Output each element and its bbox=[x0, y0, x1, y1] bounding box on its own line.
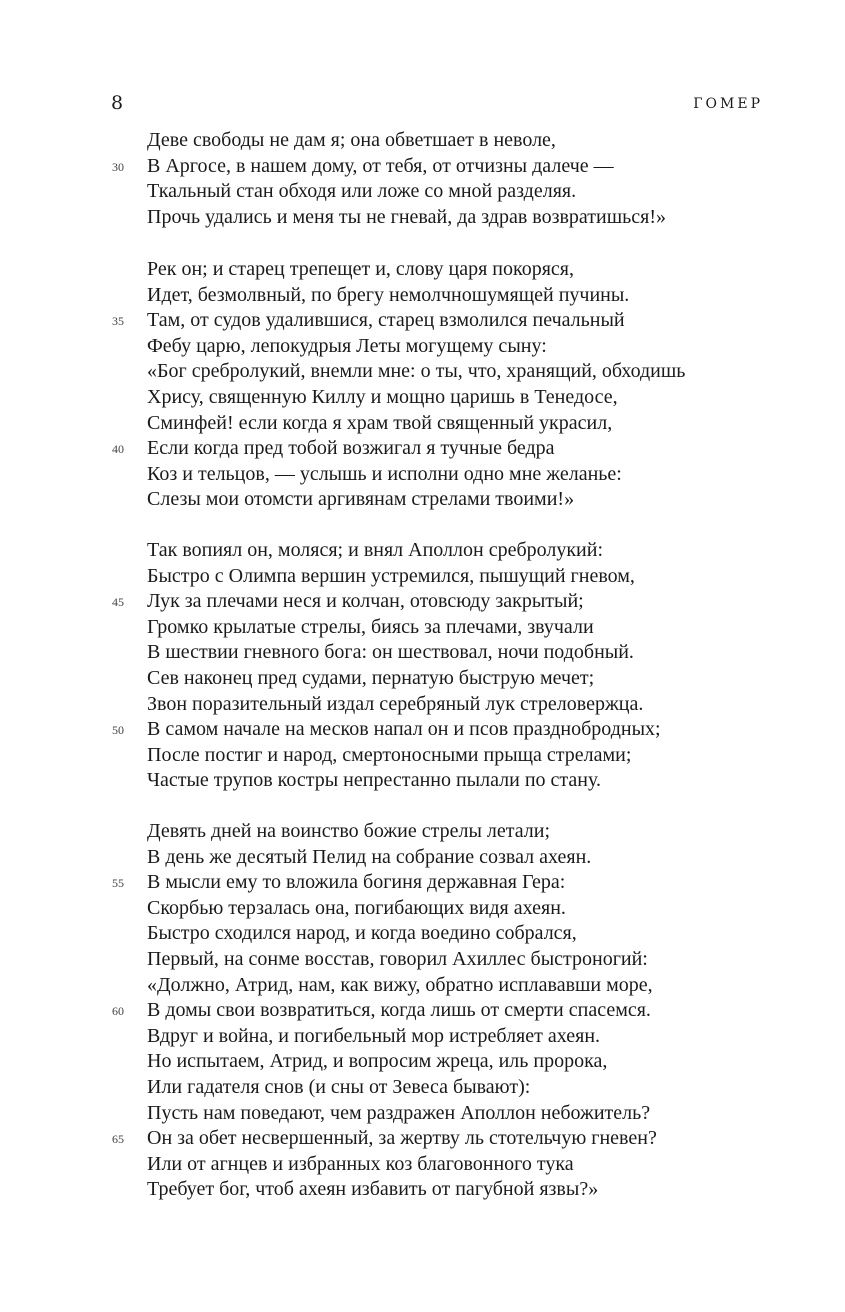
verse-text: Сминфей! если когда я храм твой священный украсил, bbox=[147, 411, 613, 434]
verse-line bbox=[0, 921, 845, 947]
verse-text: Быстро с Олимпа вершин устремился, пышущий гневом, bbox=[147, 564, 635, 587]
verse-text: Ткальный стан обходя или ложе со мной разделяя. bbox=[147, 180, 577, 203]
line-number: 30 bbox=[112, 159, 124, 174]
line-number: 50 bbox=[112, 723, 124, 738]
verse-text: Он за обет несвершенный, за жертву ль стотельчую гневен? bbox=[147, 1127, 657, 1150]
verse-text: Но испытаем, Атрид, и вопросим жреца, иль пророка, bbox=[147, 1050, 608, 1073]
verse-line bbox=[0, 640, 845, 666]
stanza bbox=[0, 128, 845, 230]
verse-line bbox=[0, 998, 845, 1024]
verse-line bbox=[0, 717, 845, 743]
verse-text: Лук за плечами неся и колчан, отовсюду закрытый; bbox=[147, 590, 584, 613]
verse-line bbox=[0, 283, 845, 309]
verse-text: Рек он; и старец трепещет и, слову царя покоряся, bbox=[147, 258, 574, 280]
verse-text: Если когда пред тобой возжигал я тучные бедра bbox=[147, 437, 555, 460]
verse-text: Пусть нам поведают, чем раздражен Аполлон небожитель? bbox=[147, 1101, 651, 1124]
line-number: 65 bbox=[112, 1132, 124, 1147]
verse-text: Хрису, священную Киллу и мощно царишь в Тенедосе, bbox=[147, 385, 618, 408]
verse-line bbox=[0, 334, 845, 360]
verse-line bbox=[0, 589, 845, 615]
verse-text: После постиг и народ, смертоносными прыща стрелами; bbox=[147, 743, 632, 766]
verse-line bbox=[0, 819, 845, 845]
verse-text: Слезы мои отомсти аргивянам стрелами твоими!» bbox=[147, 488, 575, 511]
line-number: 45 bbox=[112, 595, 124, 610]
verse-line bbox=[0, 768, 845, 794]
verse-text: Фебу царю, лепокудрыя Леты могущему сыну: bbox=[147, 334, 547, 357]
verse-line bbox=[0, 154, 845, 180]
verse-line bbox=[0, 128, 845, 154]
verse-line bbox=[0, 1075, 845, 1101]
verse-text: Первый, на сонме восстав, говорил Ахиллес быстроногий: bbox=[147, 947, 648, 970]
verse-text: В домы свои возвратиться, когда лишь от смерти спасемся. bbox=[147, 999, 651, 1022]
verse-line bbox=[0, 743, 845, 769]
page-number: 8 bbox=[111, 92, 124, 114]
verse-line bbox=[0, 692, 845, 718]
verse-text: Там, от судов удалившися, старец взмолился печальный bbox=[147, 309, 625, 332]
verse-line bbox=[0, 538, 845, 564]
verse-text: Деве свободы не дам я; она обветшает в неволе, bbox=[147, 129, 556, 151]
verse-text: В самом начале на месков напал он и псов празднобродных; bbox=[147, 718, 661, 741]
verse-text: Вдруг и война, и погибельный мор истребляет ахеян. bbox=[147, 1024, 601, 1047]
stanza bbox=[0, 538, 845, 794]
line-number: 35 bbox=[112, 314, 124, 329]
verse-line bbox=[0, 385, 845, 411]
verse-text: Коз и тельцов, — услышь и исполни одно мне желанье: bbox=[147, 462, 622, 485]
verse-text: Сев наконец пред судами, пернатую быструю мечет; bbox=[147, 666, 595, 689]
verse-text: Звон поразительный издал серебряный лук стреловержца. bbox=[147, 692, 644, 715]
verse-line bbox=[0, 1049, 845, 1075]
verse-line bbox=[0, 1024, 845, 1050]
verse-line bbox=[0, 1101, 845, 1127]
verse-line bbox=[0, 947, 845, 973]
line-number: 55 bbox=[112, 876, 124, 891]
verse-line bbox=[0, 870, 845, 896]
verse-line bbox=[0, 462, 845, 488]
verse-line bbox=[0, 1152, 845, 1178]
stanza bbox=[0, 257, 845, 513]
verse-text: Или от агнцев и избранных коз благовонного тука bbox=[147, 1152, 574, 1175]
verse-text: Требует бог, чтоб ахеян избавить от пагубной язвы?» bbox=[147, 1178, 599, 1201]
verse-line bbox=[0, 564, 845, 590]
verse-line bbox=[0, 1177, 845, 1203]
verse-line bbox=[0, 205, 845, 231]
verse-text: Частые трупов костры непрестанно пылали по стану. bbox=[147, 769, 601, 792]
verse-text: Девять дней на воинство божие стрелы летали; bbox=[147, 820, 551, 842]
verse-text: В мысли ему то вложила богиня державная Гера: bbox=[147, 871, 566, 894]
verse-text: «Должно, Атрид, нам, как вижу, обратно исплававши море, bbox=[147, 973, 653, 996]
verse-line bbox=[0, 845, 845, 871]
verse-line bbox=[0, 487, 845, 513]
verse-line bbox=[0, 411, 845, 437]
stanza bbox=[0, 819, 845, 1203]
verse-line bbox=[0, 359, 845, 385]
verse-line bbox=[0, 257, 845, 283]
verse-text: Прочь удались и меня ты не гневай, да здрав возвратишься!» bbox=[147, 205, 666, 228]
verse-line bbox=[0, 896, 845, 922]
verse-text: Скорбью терзалась она, погибающих видя ахеян. bbox=[147, 896, 566, 919]
verse-text: Так вопиял он, моляся; и внял Аполлон сребролукий: bbox=[147, 539, 604, 561]
verse-text: В Аргосе, в нашем дому, от тебя, от отчизны далече — bbox=[147, 154, 614, 177]
verse-text: В шествии гневного бога: он шествовал, ночи подобный. bbox=[147, 641, 634, 664]
verse-line bbox=[0, 436, 845, 462]
verse-text: В день же десятый Пелид на собрание созвал ахеян. bbox=[147, 845, 592, 868]
verse-line bbox=[0, 615, 845, 641]
line-number: 60 bbox=[112, 1004, 124, 1019]
verse-text: Или гадателя снов (и сны от Зевеса бывают): bbox=[147, 1075, 531, 1098]
running-head: ГОМЕР bbox=[693, 96, 763, 112]
verse-line bbox=[0, 308, 845, 334]
verse-line bbox=[0, 666, 845, 692]
verse-text: Быстро сходился народ, и когда воедино собрался, bbox=[147, 922, 577, 945]
line-number: 40 bbox=[112, 442, 124, 457]
verse-line bbox=[0, 179, 845, 205]
verse-line bbox=[0, 1126, 845, 1152]
verse-text: «Бог сребролукий, внемли мне: о ты, что, хранящий, обходишь bbox=[147, 360, 686, 383]
verse-text: Громко крылатые стрелы, биясь за плечами, звучали bbox=[147, 615, 594, 638]
verse-text: Идет, безмолвный, по брегу немолчношумящей пучины. bbox=[147, 283, 630, 306]
verse-line bbox=[0, 973, 845, 999]
